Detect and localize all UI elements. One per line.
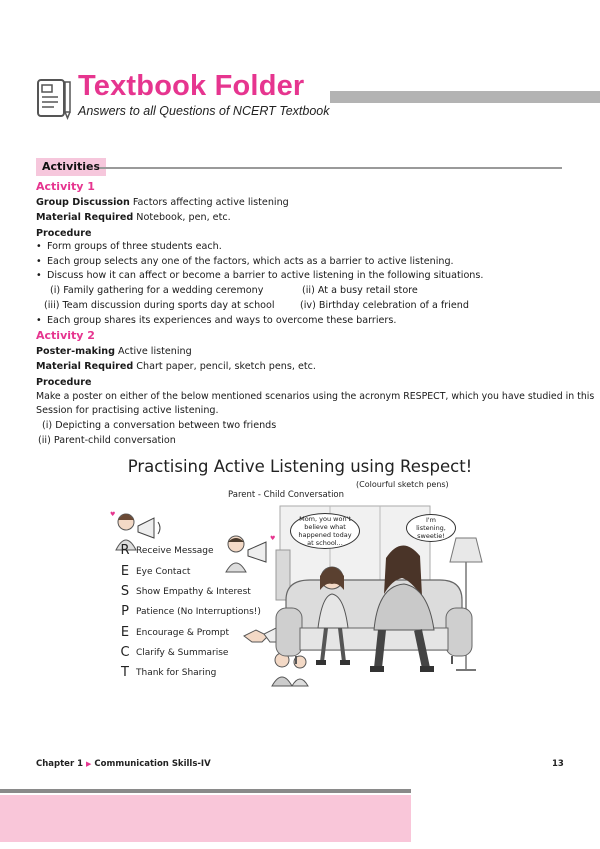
- footer-chapter: Chapter 1: [36, 759, 84, 769]
- respect-letter: E: [120, 625, 130, 640]
- respect-item: Clarify & Summarise: [136, 648, 229, 658]
- poster-making-label: Poster-making: [36, 346, 115, 357]
- svg-text:♥: ♥: [270, 535, 276, 542]
- material-text: Notebook, pen, etc.: [136, 212, 231, 223]
- respect-item: Receive Message: [136, 546, 214, 556]
- page-subtitle: Answers to all Questions of NCERT Textbook: [78, 104, 330, 118]
- triangle-right-icon: ▶: [86, 760, 92, 768]
- material-label: Material Required: [36, 212, 134, 223]
- group-discussion-label: Group Discussion: [36, 197, 130, 208]
- footer-breadcrumb: [36, 759, 211, 769]
- activity1-group-line: [36, 197, 289, 209]
- respect-letter: E: [120, 564, 130, 579]
- footer-band: [0, 795, 411, 842]
- situation-item: (iv) Birthday celebration of a friend: [300, 300, 469, 311]
- respect-item: Patience (No Interruptions!): [136, 607, 261, 617]
- procedure-text-line: Make a poster on either of the below mentioned scenarios using the acronym RESPECT, which you have studied in this: [36, 391, 595, 402]
- respect-item: Encourage & Prompt: [136, 628, 230, 638]
- list-item: • Each group shares its experiences and ways to overcome these barriers.: [47, 315, 396, 327]
- activity2-procedure-label: Procedure: [36, 377, 92, 388]
- material-text: Chart paper, pencil, sketch pens, etc.: [136, 361, 316, 372]
- activity1-procedure-label: Procedure: [36, 228, 92, 239]
- list-item: • Discuss how it can affect or become a barrier to active listening in the following situations.: [47, 270, 483, 282]
- section-label: Activities: [36, 158, 106, 176]
- group-discussion-text: Factors affecting active listening: [132, 197, 289, 208]
- activity2-heading: Activity 2: [36, 329, 95, 342]
- scenario-item: (i) Depicting a conversation between two friends: [42, 420, 277, 431]
- activity1-material-line: [36, 212, 231, 224]
- respect-letter: P: [121, 604, 129, 619]
- poster-note: (Colourful sketch pens): [356, 480, 449, 489]
- poster-title: Practising Active Listening using Respect!: [127, 457, 473, 476]
- svg-text:♥: ♥: [110, 511, 116, 518]
- scenario-item: (ii) Parent-child conversation: [38, 435, 176, 446]
- poster-making-text: Active listening: [118, 346, 192, 357]
- child-speech-bubble: Mom, you won't believe what happened today at school...: [290, 513, 360, 549]
- activity2-material-line: [36, 361, 316, 373]
- poster-subtitle: Parent - Child Conversation: [228, 490, 345, 500]
- page-number: 13: [552, 759, 564, 769]
- document-icon: [36, 78, 72, 120]
- respect-item: Thank for Sharing: [136, 668, 217, 678]
- respect-letter: T: [121, 665, 129, 680]
- footer-stripe: [0, 789, 411, 793]
- list-item: • Each group selects any one of the factors, which acts as a barrier to active listening.: [47, 256, 454, 268]
- activity1-heading: Activity 1: [36, 180, 95, 193]
- situation-item: (i) Family gathering for a wedding ceremony: [50, 285, 264, 296]
- respect-letter: S: [120, 584, 130, 599]
- respect-letter: R: [120, 543, 130, 558]
- page-title: Textbook Folder: [78, 70, 305, 102]
- procedure-text-line: Session for practising active listening.: [36, 405, 219, 416]
- activity2-poster-line: [36, 346, 192, 358]
- material-label: Material Required: [36, 361, 134, 372]
- header-bar: [330, 91, 600, 103]
- list-item: • Form groups of three students each.: [47, 241, 222, 253]
- respect-item: Eye Contact: [136, 567, 191, 577]
- respect-letter: C: [120, 645, 130, 660]
- parent-speech-bubble: I'm listening, sweetie!: [406, 514, 456, 542]
- footer-chapter-title: Communication Skills-IV: [94, 759, 211, 769]
- situation-item: (iii) Team discussion during sports day at school: [44, 300, 275, 311]
- section-divider: [100, 167, 562, 169]
- respect-item: Show Empathy & Interest: [136, 587, 251, 597]
- situation-item: (ii) At a busy retail store: [302, 285, 418, 296]
